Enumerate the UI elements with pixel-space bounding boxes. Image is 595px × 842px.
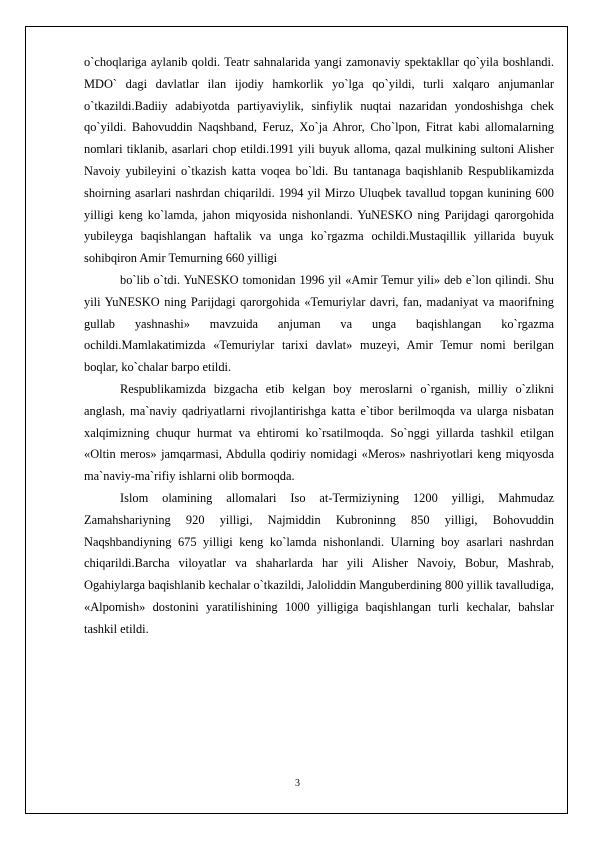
page-number: 3 bbox=[295, 778, 300, 789]
paragraph-3: Respublikamizda bizgacha etib kelgan boy meroslarni o`rganish, milliy o`zlikni anglash, ma`naviy qadriyatlarni rivojlantirishga katta e`tibor berilmoqda va ularga nisbatan xalqimizning chuqur hurmat va ehtiromi ko`rsatilmoqda. So`nggi yillarda tashkil etilgan «Oltin meros» jamqarmasi, Abdulla qodiriy nomidagi «Meros» nashriyotlari keng miqyosda ma`naviy-ma`rifiy ishlarni olib bormoqda. bbox=[84, 381, 554, 484]
document-body bbox=[84, 52, 554, 641]
paragraph-2: bo`lib o`tdi. YuNESKO tomonidan 1996 yil «Amir Temur yili» deb e`lon qilindi. Shu yili YuNESKO ning Parijdagi qarorgohida «Temuriylar davri, fan, madaniyat va maorifning gullab yashnashi» mavzuida anjuman va unga baqishlangan ko`rgazma ochildi.Mamlakatimizda «Temuriylar tarixi davlat» muzeyi, Amir Temur nomi berilgan boqlar, ko`chalar barpo etildi. bbox=[84, 272, 554, 375]
paragraph-1: o`choqlariga aylanib qoldi. Teatr sahnalarida yangi zamonaviy spektakllar qo`yila boshlandi. MDO` dagi davlatlar ilan ijodiy hamkorlik yo`lga qo`yildi, turli xalqaro anjumanlar o`tkazildi.Badiiy adabiyotda partiyaviylik, sinfiylik nuqtai nazaridan yondoshishga chek qo`yildi. Bahovuddin Naqshband, Feruz, Xo`ja Ahror, Cho`lpon, Fitrat kabi allomalarning nomlari tiklanib, asarlari chop etildi.1991 yili buyuk alloma, qazal mulkining sultoni Alisher Navoiy yubileyini o`tkazish katta voqea bo`ldi. Bu tantanaga baqishlanib Respublikamizda shoirning asarlari nashrdan chiqarildi. 1994 yil Mirzo Uluqbek tavallud topgan kunining 600 yilligi keng ko`lamda, jahon miqyosida nishonlandi. YuNESKO ning Parijdagi qarorgohida yubileyga baqishlangan haftalik va unga ko`rgazma ochildi.Mustaqillik yillarida buyuk sohibqiron Amir Temurning 660 yilligi bbox=[84, 55, 554, 266]
paragraph-4: Islom olamining allomalari Iso at-Termiziyning 1200 yilligi, Mahmudaz Zamahshariyning 920 yilligi, Najmiddin Kubroninng 850 yilligi, Bohovuddin Naqshbandiyning 675 yilligi keng ko`lamda nishonlandi. Ularning boy asarlari nashrdan chiqarildi.Barcha viloyatlar va shaharlarda har yili Alisher Navoiy, Bobur, Mashrab, Ogahiylarga baqishlanib kechalar o`tkazildi, Jaloliddin Manguberdining 800 yillik tavalludiga, «Alpomish» dostonini yaratilishining 1000 yilligiga baqishlangan turli kechalar, bahslar tashkil etildi. bbox=[84, 490, 554, 636]
